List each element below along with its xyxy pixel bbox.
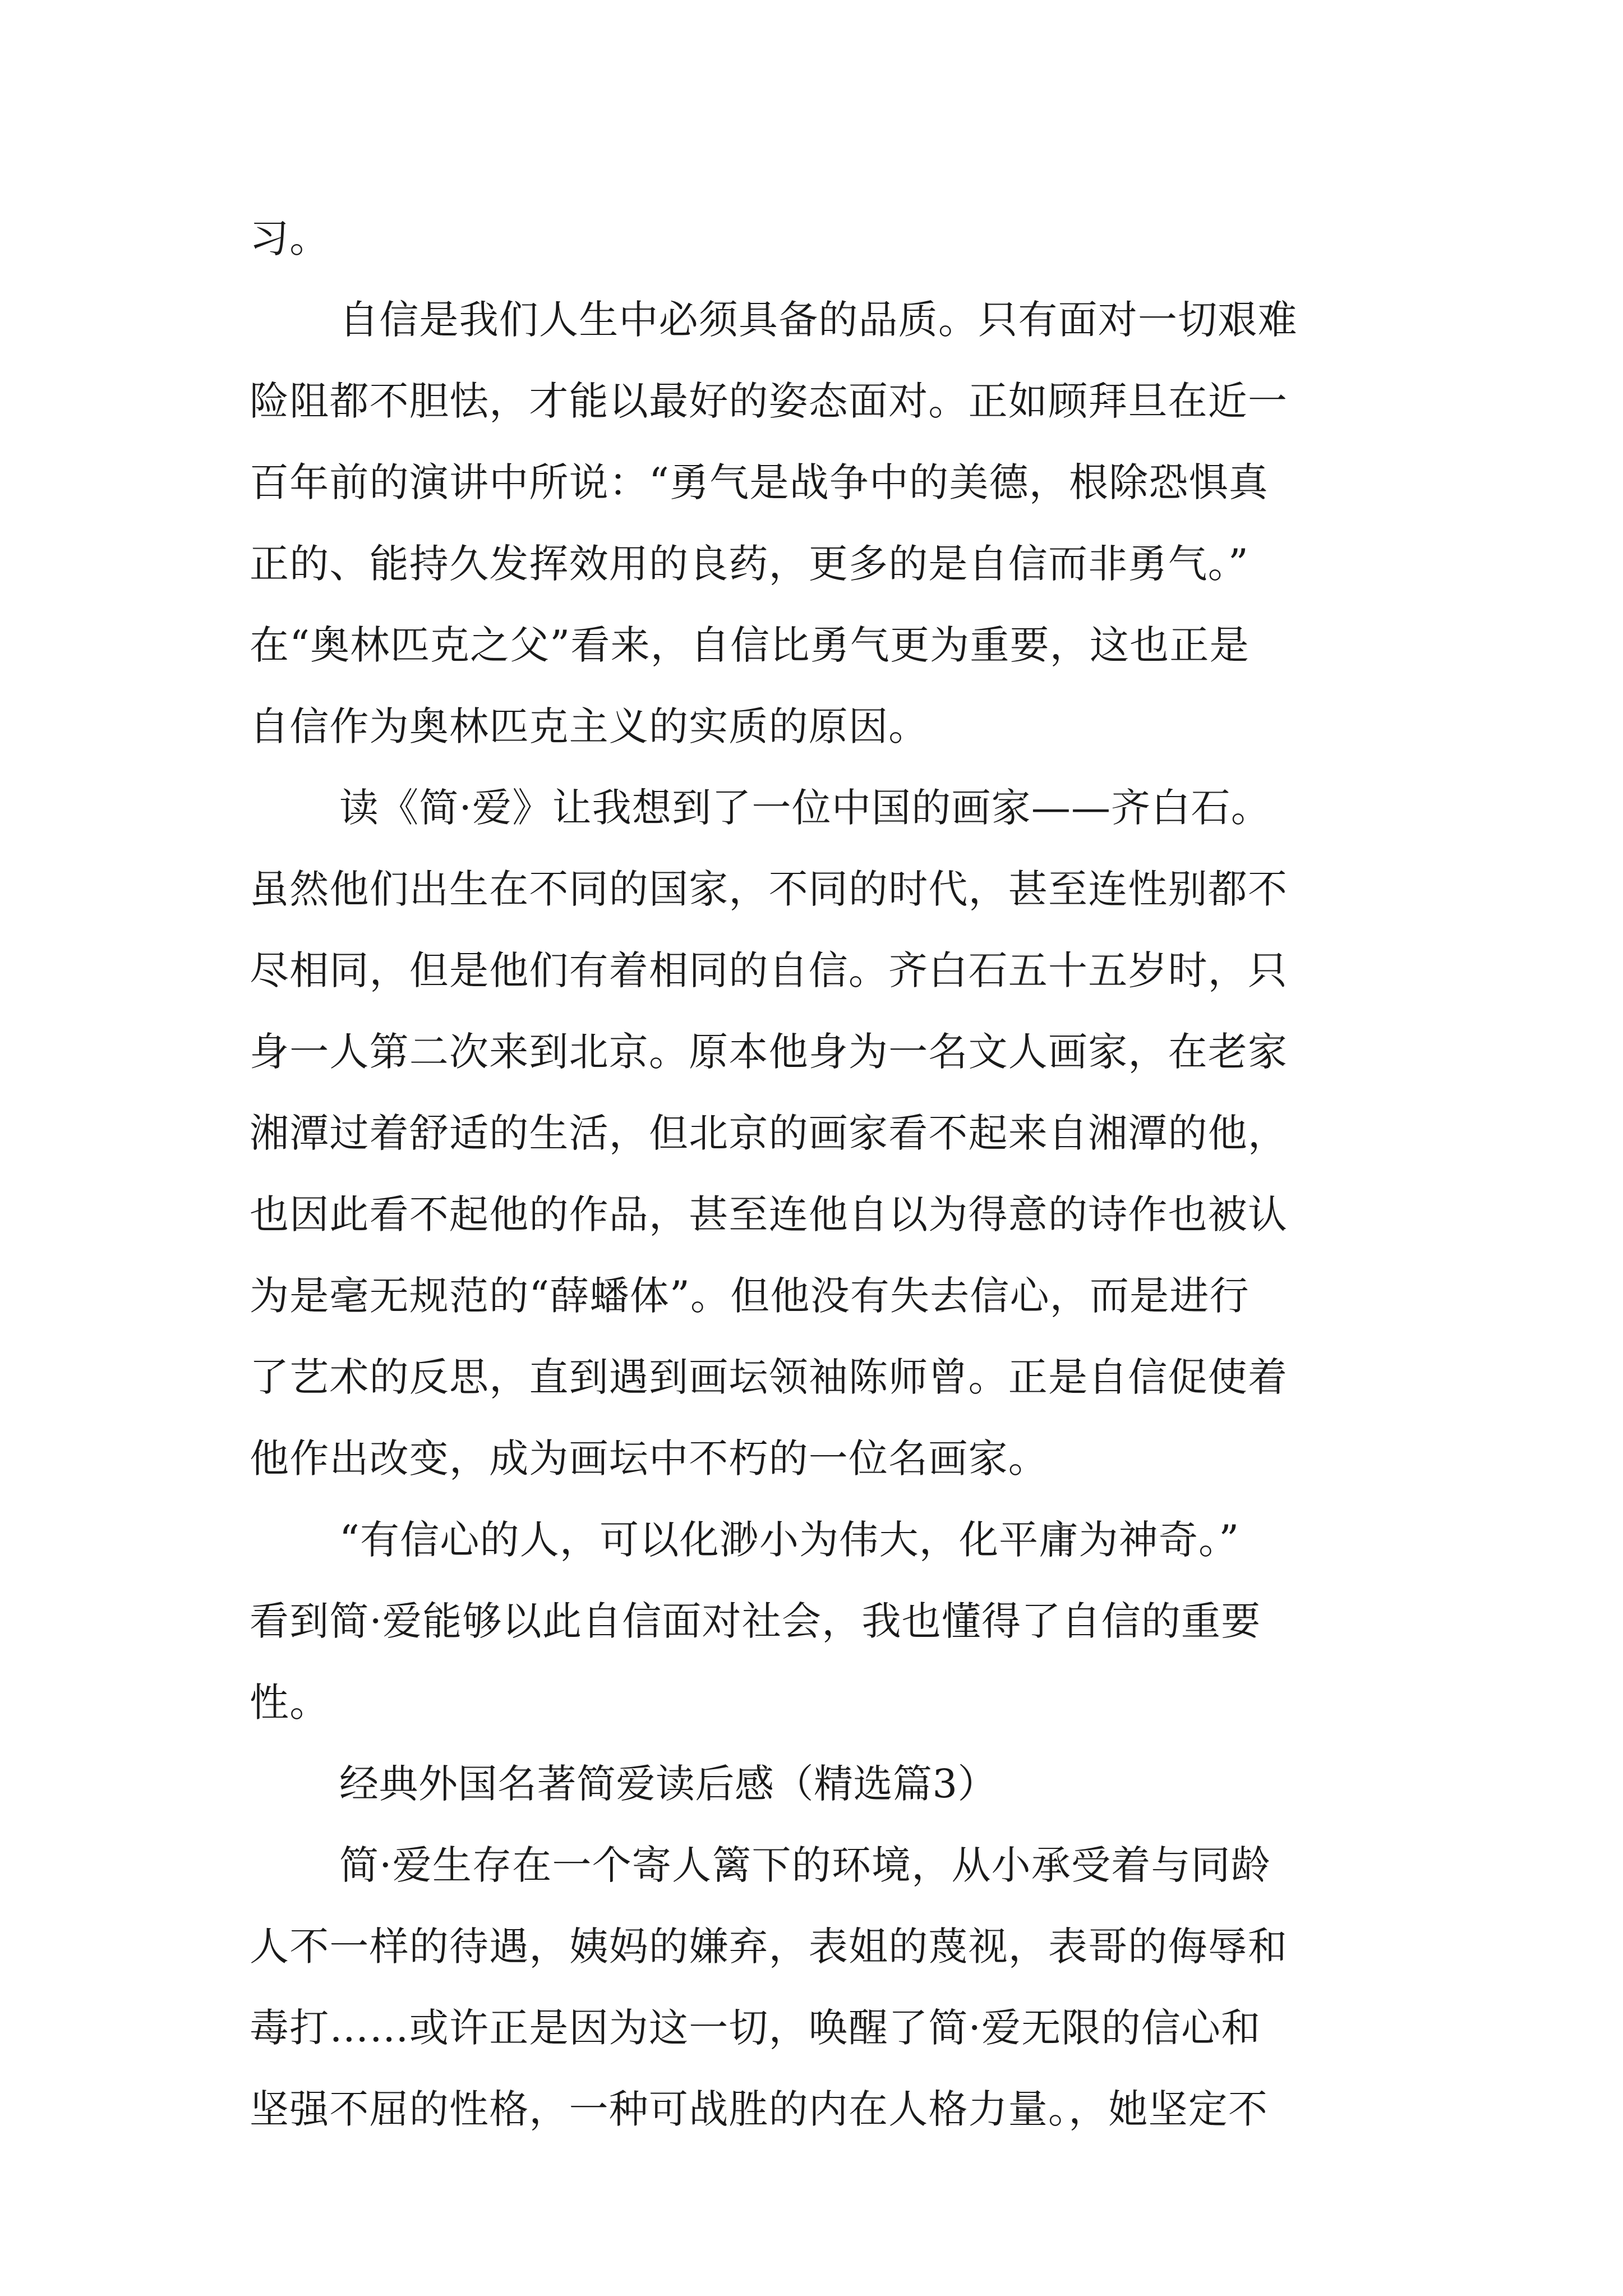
section-heading: 经典外国名著简爱读后感（精选篇3）: [339, 1761, 998, 1807]
text-line: 尽相同，但是他们有着相同的自信。齐白石五十五岁时，只: [250, 947, 1288, 993]
text-line: 人不一样的待遇，姨妈的嫌弃，表姐的蔑视，表哥的侮辱和: [250, 1924, 1288, 1970]
text-line: 虽然他们出生在不同的国家，不同的时代，甚至连性别都不: [250, 866, 1288, 912]
text-line: 性。: [250, 1680, 330, 1726]
text-line: 自信作为奥林匹克主义的实质的原因。: [250, 703, 929, 749]
paragraph-first-line: 自信是我们人生中必须具备的品质。只有面对一切艰难: [339, 297, 1298, 343]
text-line: 也因此看不起他的作品，甚至连他自以为得意的诗作也被认: [250, 1191, 1288, 1237]
text-line: 湘潭过着舒适的生活，但北京的画家看不起来自湘潭的他，: [250, 1110, 1288, 1156]
paragraph-first-line: 读《简·爱》让我想到了一位中国的画家——齐白石。: [339, 785, 1271, 831]
paragraph-first-line: “有信心的人，可以化渺小为伟大，化平庸为神奇。”: [339, 1517, 1240, 1563]
text-line: 在“奥林匹克之父”看来，自信比勇气更为重要，这也正是: [250, 622, 1249, 668]
text-line: 正的、能持久发挥效用的良药，更多的是自信而非勇气。”: [250, 541, 1249, 587]
text-line: 险阻都不胆怯，才能以最好的姿态面对。正如顾拜旦在近一: [250, 378, 1288, 424]
text-line: 坚强不屈的性格，一种可战胜的内在人格力量。，她坚定不: [250, 2086, 1269, 2132]
text-line: 为是毫无规范的“薛蟠体”。但他没有失去信心，而是进行: [250, 1273, 1249, 1319]
text-line: 了艺术的反思，直到遇到画坛领袖陈师曾。正是自信促使着: [250, 1354, 1288, 1400]
text-line: 他作出改变，成为画坛中不朽的一位名画家。: [250, 1435, 1048, 1481]
text-line: 百年前的演讲中所说：“勇气是战争中的美德，根除恐惧真: [250, 459, 1269, 505]
text-line: 毒打……或许正是因为这一切，唤醒了简·爱无限的信心和: [250, 2005, 1261, 2051]
text-line: 看到简·爱能够以此自信面对社会，我也懂得了自信的重要: [250, 1598, 1261, 1644]
paragraph-first-line: 简·爱生存在一个寄人篱下的环境，从小承受着与同龄: [339, 1842, 1271, 1888]
text-line: 身一人第二次来到北京。原本他身为一名文人画家，在老家: [250, 1029, 1288, 1075]
text-line: 习。: [250, 215, 330, 261]
